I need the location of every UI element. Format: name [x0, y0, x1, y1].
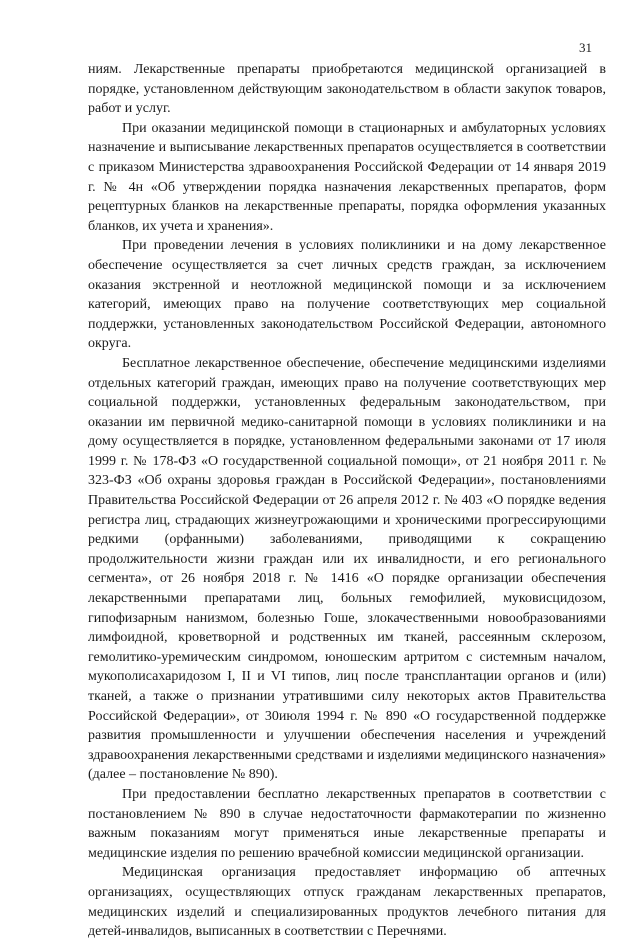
paragraph-outpatient-provision: При проведении лечения в условиях поликлиники и на дому лекарственное обеспечение осуществляется за счет личных средств граждан, за исключением оказания экстренной и неотложной медицинской помощи и за исключением категорий, имеющих право на получение соответствующих мер социальной поддержки, установленных законодательством Российской Федерации, автономного округа. — [88, 238, 606, 352]
paragraph-insufficient-therapy: При предоставлении бесплатно лекарственных препаратов в соответствии с постановлением № 890 в случае недостаточности фармакотерапии по жизненно важным показаниям могут применяться иные лекарственные препараты и медицинские изделия по решению врачебной комиссии медицинской организации. — [88, 786, 606, 861]
page-number: 31 — [579, 40, 592, 55]
paragraph-pharmacy-info: Медицинская организация предоставляет информацию об аптечных организациях, осуществляющих отпуск гражданам лекарственных препаратов, медицинских изделий и специализированных продуктов лечебного питания для детей-инвалидов, выписанных в соответствии с Перечнями. — [88, 865, 606, 940]
paragraph-continuation: ниям. Лекарственные препараты приобретаются медицинской организацией в порядке, установленном действующим законодательством в области закупок товаров, работ и услуг. — [88, 62, 606, 117]
paragraph-free-provision: Бесплатное лекарственное обеспечение, обеспечение медицинскими изделиями отдельных категорий граждан, имеющих право на получение соответствующих мер социальной поддержки, установленных федеральным законодательством, при оказании им первичной медико-санитарной помощи в условиях поликлиники и на дому осуществляется в порядке, установленном федеральными законами от 17 июля 1999 г. № 178-ФЗ «О государственной социальной помощи», от 21 ноября 2011 г. № 323-ФЗ «Об охраны здоровья граждан в Российской Федерации», постановлениями Правительства Российской Федерации от 26 апреля 2012 г. № 403 «О порядке ведения регистра лиц, страдающих жизнеугрожающими и хроническими прогрессирующими редкими (орфанными) заболеваниями, приводящими к сокращению продолжительности жизни граждан или их инвалидности, и его регионального сегмента», от 26 ноября 2018 г. № 1416 «О порядке организации обеспечения лекарственными препаратами лиц, больных гемофилией, муковисцидозом, гипофизарным нанизмом, болезнью Гоше, злокачественными новообразованиями лимфоидной, кроветворной и родственных им тканей, рассеянным склерозом, гемолитико-уремическим синдромом, юношеским артритом с системным началом, мукополисахаридозом I, II и VI типов, лиц после трансплантации органов и (или) тканей, а также о признании утратившими силу некоторых актов Правительства Российской Федерации», от 30июля 1994 г. № 890 «О государственной поддержке развития промышленности и улучшении обеспечения населения и учреждений здравоохранения лекарственными средствами и изделиями медицинского назначения» (далее – постановление № 890). — [88, 355, 606, 783]
document-body — [88, 60, 606, 942]
paragraph-prescription-order: При оказании медицинской помощи в стационарных и амбулаторных условиях назначение и выписывание лекарственных препаратов осуществляется в соответствии с приказом Министерства здравоохранения Российской Федерации от 14 января 2019 г. № 4н «Об утверждении порядка назначения лекарственных препаратов, форм рецептурных бланков на лекарственные препараты, порядка оформления указанных бланков, их учета и хранения». — [88, 120, 606, 234]
